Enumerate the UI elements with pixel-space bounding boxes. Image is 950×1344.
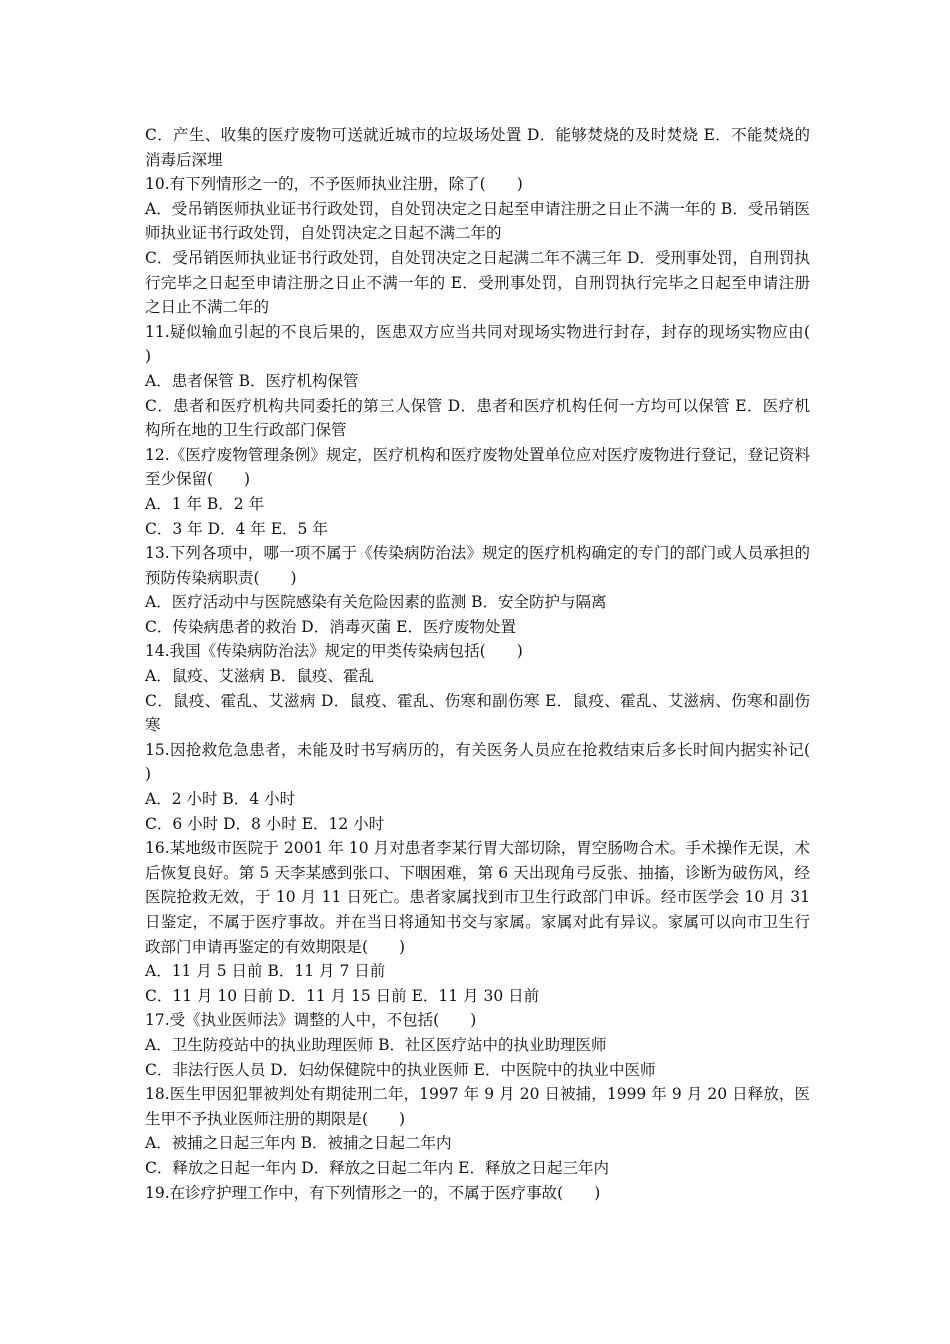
text-line: C．非法行医人员 D．妇幼保健院中的执业医师 E．中医院中的执业中医师: [145, 1060, 656, 1079]
text-line: C．传染病患者的救治 D．消毒灭菌 E．医疗废物处置: [145, 617, 516, 636]
text-line: C．受吊销医师执业证书行政处罚，自处罚决定之日起满二年不满三年 D．受刑事处罚，自刑罚执行完毕之日起至申请注册之日止不满一年的 E．受刑事处罚，自刑罚执行完毕之日起至申请注册之日止不满二年的: [145, 248, 810, 317]
text-line: 16.某地级市医院于 2001 年 10 月对患者李某行胃大部切除，胃空肠吻合术。手术操作无误，术后恢复良好。第 5 天李某感到张口、下咽困难，第 6 天出现角弓反张、抽搐，诊断为破伤风，经医院抢救无效，于 10 月 11 日死亡。患者家属找到市卫生行政部门申诉。经市医学会 10 月 31 日鉴定，不属于医疗事故。并在当日将通知书交与家属。家属对此有异议。家属可以向市卫生行政部门申请再鉴定的有效期限是( ): [145, 839, 810, 956]
text-line: C．患者和医疗机构共同委托的第三人保管 D．患者和医疗机构任何一方均可以保管 E．医疗机构所在地的卫生行政部门保管: [145, 396, 810, 440]
text-line: C．释放之日起一年内 D．释放之日起二年内 E．释放之日起三年内: [145, 1158, 609, 1177]
text-line: A．患者保管 B．医疗机构保管: [145, 371, 359, 390]
text-line: 15.因抢救危急患者，未能及时书写病历的，有关医务人员应在抢救结束后多长时间内据实补记( ): [145, 740, 842, 784]
text-line: A．2 小时 B．4 小时: [145, 790, 296, 809]
text-line: A．卫生防疫站中的执业助理医师 B．社区医疗站中的执业助理医师: [145, 1035, 607, 1054]
text-line: 12.《医疗废物管理条例》规定，医疗机构和医疗废物处置单位应对医疗废物进行登记，登记资料至少保留( ): [145, 445, 810, 489]
text-line: A．医疗活动中与医院感染有关危险因素的监测 B．安全防护与隔离: [145, 593, 607, 612]
text-line: 18.医生甲因犯罪被判处有期徒刑二年，1997 年 9 月 20 日被捕，1999 年 9 月 20 日释放，医生甲不予执业医师注册的期限是( ): [145, 1085, 811, 1128]
text-line: 19.在诊疗护理工作中，有下列情形之一的，不属于医疗事故( ): [145, 1183, 601, 1202]
text-line: 14.我国《传染病防治法》规定的甲类传染病包括( ): [145, 642, 523, 661]
document-body: [145, 123, 842, 1205]
text-line: A．11 月 5 日前 B．11 月 7 日前: [145, 962, 386, 981]
text-line: C．6 小时 D．8 小时 E．12 小时: [145, 814, 385, 833]
text-line: A．受吊销医师执业证书行政处罚，自处罚决定之日起至申请注册之日止不满一年的 B．受吊销医师执业证书行政处罚，自处罚决定之日起不满二年的: [145, 199, 810, 243]
text-line: C．产生、收集的医疗废物可送就近城市的垃圾场处置 D．能够焚烧的及时焚烧 E．不能焚烧的消毒后深埋: [145, 126, 810, 169]
text-line: C．11 月 10 日前 D．11 月 15 日前 E．11 月 30 日前: [145, 986, 540, 1005]
text-line: A．鼠疫、艾滋病 B．鼠疫、霍乱: [145, 667, 375, 686]
text-line: A．被捕之日起三年内 B．被捕之日起二年内: [145, 1134, 452, 1153]
text-line: 13.下列各项中，哪一项不属于《传染病防治法》规定的医疗机构确定的专门的部门或人员承担的预防传染病职责( ): [145, 544, 810, 587]
text-line: 10.有下列情形之一的，不予医师执业注册，除了( ): [145, 175, 523, 194]
text-line: A．1 年 B．2 年: [145, 494, 265, 513]
text-line: C．3 年 D．4 年 E．5 年: [145, 519, 328, 538]
text-line: C．鼠疫、霍乱、艾滋病 D．鼠疫、霍乱、伤寒和副伤寒 E．鼠疫、霍乱、艾滋病、伤寒和副伤寒: [145, 691, 810, 735]
text-line: 11.疑似输血引起的不良后果的，医患双方应当共同对现场实物进行封存，封存的现场实物应由( ): [145, 322, 842, 366]
text-line: 17.受《执业医师法》调整的人中，不包括( ): [145, 1011, 477, 1030]
